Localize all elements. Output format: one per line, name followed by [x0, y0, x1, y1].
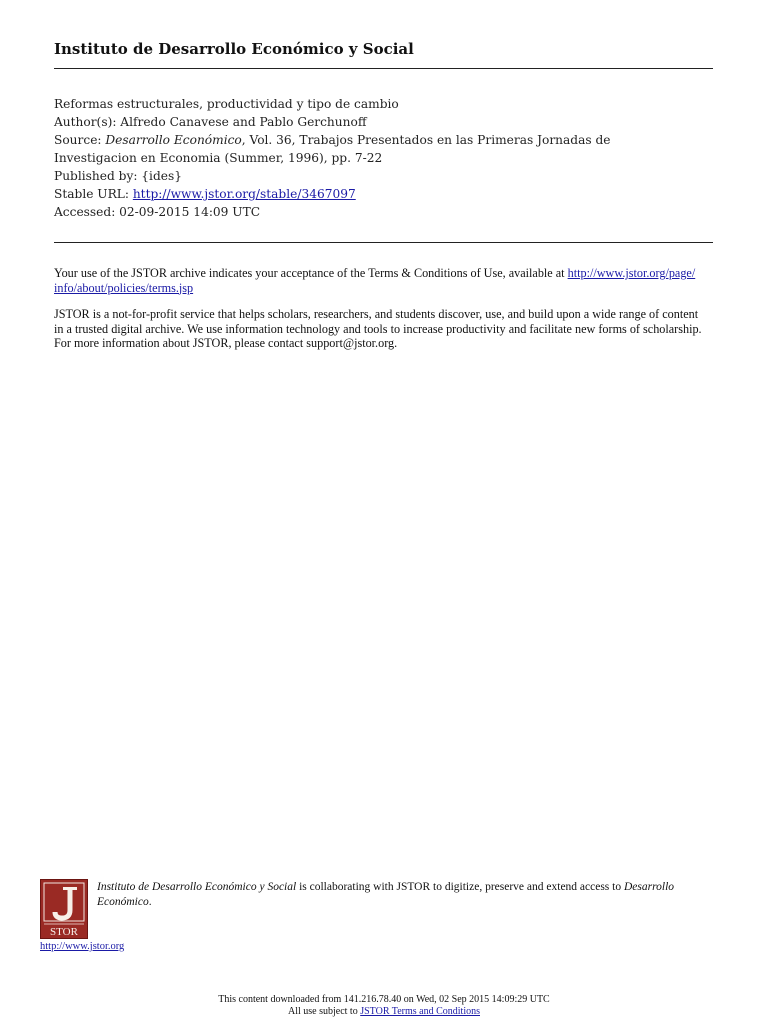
jstor-home-link[interactable]: http://www.jstor.org	[40, 941, 125, 952]
collab-end: .	[148, 896, 152, 908]
article-source-line1	[54, 131, 610, 149]
top-divider	[54, 68, 713, 69]
collab-text: is collaborating with JSTOR to digitize, preserve and extend access to	[296, 881, 624, 893]
source-prefix: Source:	[54, 133, 106, 147]
terms-link[interactable]: http://www.jstor.org/page/ info/about/policies/terms.jsp	[54, 266, 696, 295]
article-source-line2: Investigacion en Economia (Summer, 1996), pp. 7-22	[54, 151, 383, 165]
stable-url-label: Stable URL:	[54, 187, 133, 201]
stable-url-link[interactable]: http://www.jstor.org/stable/3467097	[132, 187, 356, 201]
logo-url	[40, 941, 124, 952]
stable-url-line	[54, 185, 610, 203]
about-line: in a trusted digital archive. We use information technology and tools to increase productivity and facilitate new forms of scholarship.	[54, 321, 702, 336]
publisher-heading: Instituto de Desarrollo Económico y Social	[54, 40, 414, 58]
collab-org: Instituto de Desarrollo Económico y Social	[97, 881, 297, 893]
source-journal: Desarrollo Económico	[105, 133, 242, 147]
terms-text: Your use of the JSTOR archive indicates your acceptance of the Terms & Conditions of Use, available at	[54, 266, 568, 280]
about-line: JSTOR is a not-for-profit service that helps scholars, researchers, and students discover, use, and build upon a wide range of content	[54, 307, 699, 321]
terms-footer-link[interactable]: JSTOR Terms and Conditions	[360, 1006, 480, 1017]
citation-block	[54, 95, 610, 221]
bottom-divider	[54, 242, 713, 243]
article-title: Reformas estructurales, productividad y tipo de cambio	[54, 97, 399, 111]
logo-text: STOR	[50, 926, 78, 938]
about-line: For more information about JSTOR, please contact support@jstor.org.	[54, 336, 398, 350]
terms-notice	[54, 266, 714, 295]
article-publisher: Published by: {ides}	[54, 169, 182, 183]
accessed-date: Accessed: 02-09-2015 14:09 UTC	[54, 205, 261, 219]
collaboration-notice	[97, 880, 717, 910]
terms-footer-prefix: All use subject to	[288, 1006, 361, 1017]
source-details: , Vol. 36, Trabajos Presentados en las Primeras Jornadas de	[241, 133, 611, 147]
article-authors: Author(s): Alfredo Canavese and Pablo Gerchunoff	[54, 115, 367, 129]
download-footer	[0, 994, 768, 1018]
jstor-about	[54, 307, 714, 351]
jstor-logo[interactable]	[40, 879, 88, 939]
download-info: This content downloaded from 141.216.78.40 on Wed, 02 Sep 2015 14:09:29 UTC	[218, 994, 550, 1005]
terms-footer-line	[0, 1006, 768, 1018]
collab-journal: Desarrollo Económico	[97, 881, 675, 908]
jstor-logo-icon	[41, 880, 87, 938]
